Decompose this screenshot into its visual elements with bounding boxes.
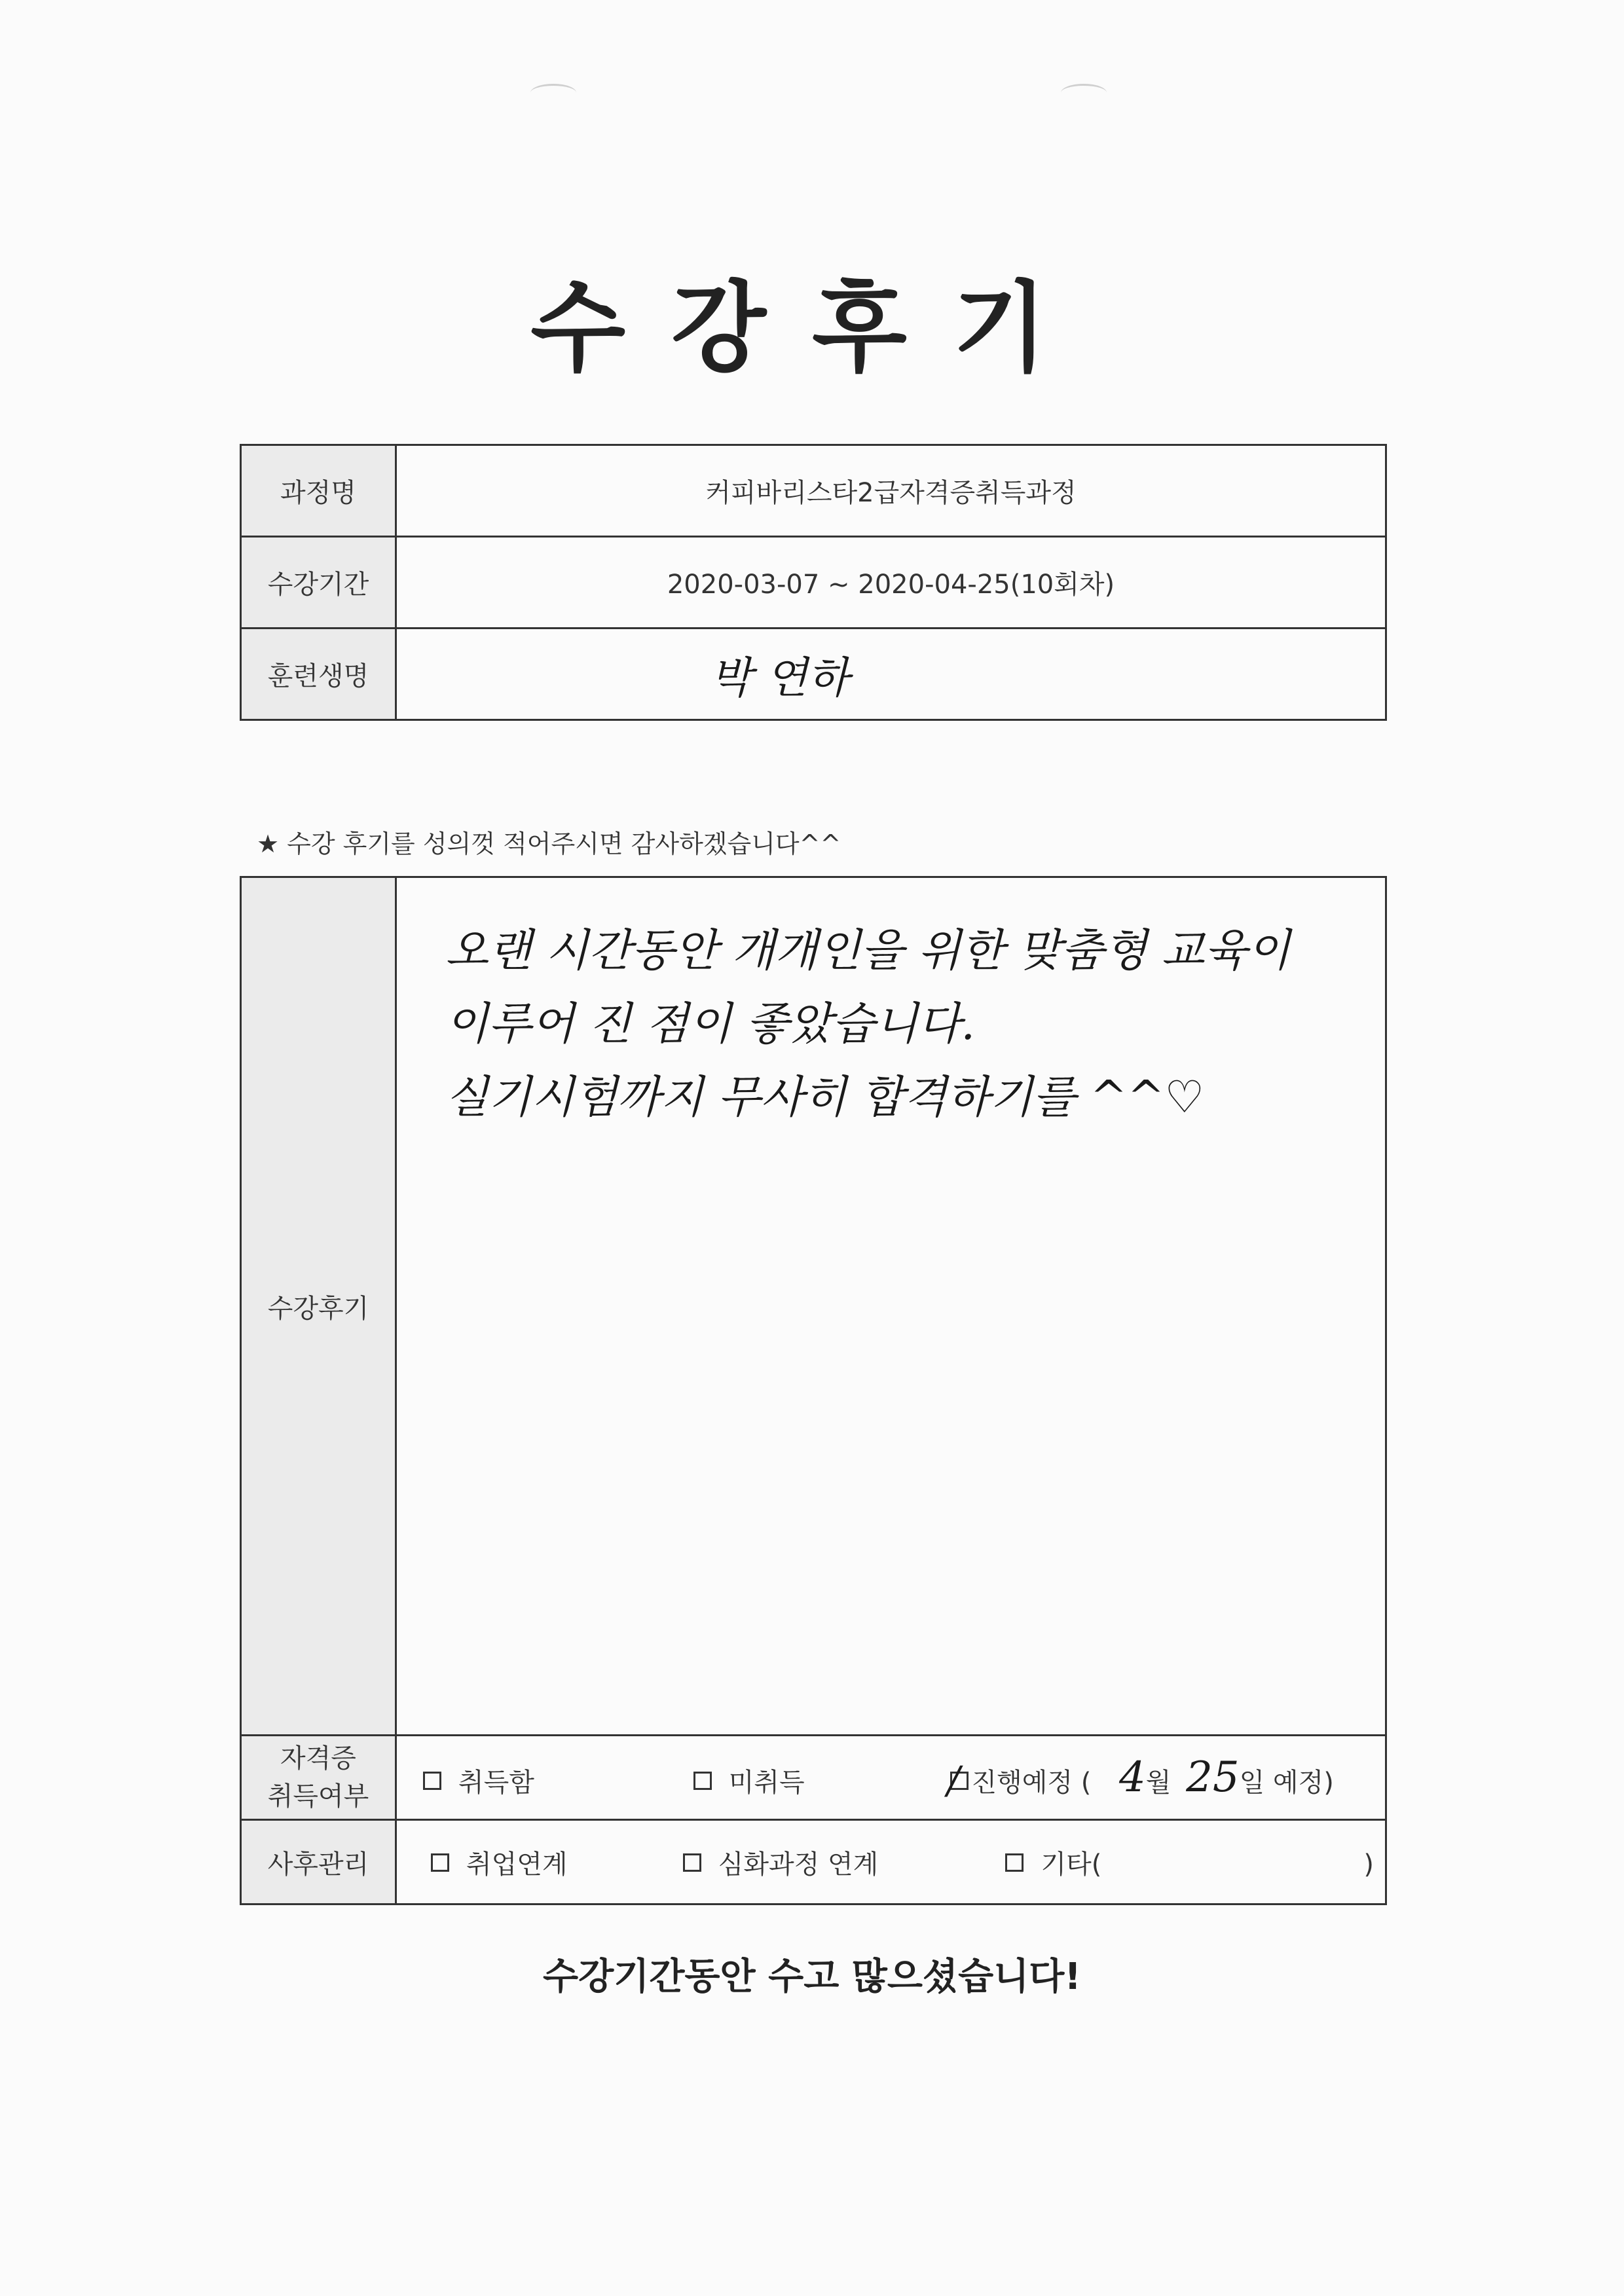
checkbox-icon[interactable] (683, 1853, 701, 1872)
course-label: 과정명 (241, 445, 396, 537)
page-title: 수강후기 (530, 272, 1094, 386)
review-line: 이루어 진 점이 좋았습니다. (445, 998, 976, 1050)
trainee-label: 훈련생명 (241, 629, 396, 720)
notice-text: ★ 수강 후기를 성의껏 적어주시면 감사하겠습니다^^ (257, 829, 841, 858)
course-info-table (240, 444, 1387, 721)
option-scheduled[interactable] (947, 1753, 1334, 1802)
certification-label-line2: 취득여부 (267, 1781, 369, 1812)
option-other[interactable] (1005, 1844, 1374, 1881)
checkbox-icon[interactable] (431, 1853, 449, 1872)
review-label: 수강후기 (241, 877, 396, 1736)
trainee-name-handwritten: 박 연하 (710, 653, 849, 703)
course-row (241, 445, 1386, 537)
option-other-close: ) (1363, 1849, 1374, 1880)
review-line: 오랜 시간동안 개개인을 위한 맞춤형 교육이 (445, 925, 1291, 977)
option-advanced-label: 심화과정 연계 (718, 1849, 879, 1880)
option-obtained-label: 취득함 (458, 1768, 534, 1798)
checkbox-icon[interactable] (1005, 1853, 1024, 1872)
scheduled-day-handwritten: 25 (1186, 1753, 1240, 1802)
option-not-obtained-label: 미취득 (728, 1768, 805, 1798)
certification-options (396, 1736, 1386, 1820)
aftercare-label: 사후관리 (241, 1820, 396, 1904)
course-value: 커피바리스타2급자격증취득과정 (396, 445, 1386, 537)
aftercare-options (396, 1820, 1386, 1904)
option-employment[interactable] (431, 1844, 674, 1881)
month-label: 월 (1145, 1768, 1172, 1798)
day-label: 일 예정) (1239, 1768, 1334, 1798)
certification-label-line1: 자격증 (280, 1743, 356, 1774)
period-row (241, 537, 1386, 629)
checked-checkbox-icon[interactable]: / (950, 1772, 969, 1790)
option-scheduled-label: 진행예정 ( (971, 1768, 1092, 1798)
footer-thanks: 수강기간동안 수고 많으셨습니다! (543, 1956, 1081, 1998)
trainee-row (241, 629, 1386, 720)
review-line: 실기시험까지 무사히 합격하기를 ^^♡ (445, 1072, 1205, 1123)
period-label: 수강기간 (241, 537, 396, 629)
review-handwritten-text (445, 915, 1290, 1135)
trainee-cell (396, 629, 1386, 720)
option-other-label: 기타( (1041, 1849, 1102, 1880)
option-employment-label: 취업연계 (466, 1849, 568, 1880)
checkbox-icon[interactable] (423, 1772, 441, 1790)
option-obtained[interactable] (423, 1762, 685, 1799)
punch-hole-mark (530, 84, 576, 101)
punch-hole-mark (1061, 84, 1107, 101)
scheduled-month-handwritten: 4 (1119, 1753, 1146, 1802)
option-not-obtained[interactable] (693, 1762, 942, 1799)
aftercare-row (241, 1820, 1386, 1904)
checkbox-icon[interactable] (693, 1772, 712, 1790)
certification-label (241, 1736, 396, 1820)
certification-row (241, 1736, 1386, 1820)
option-advanced-course[interactable] (683, 1844, 997, 1881)
period-value: 2020-03-07 ~ 2020-04-25(10회차) (396, 537, 1386, 629)
